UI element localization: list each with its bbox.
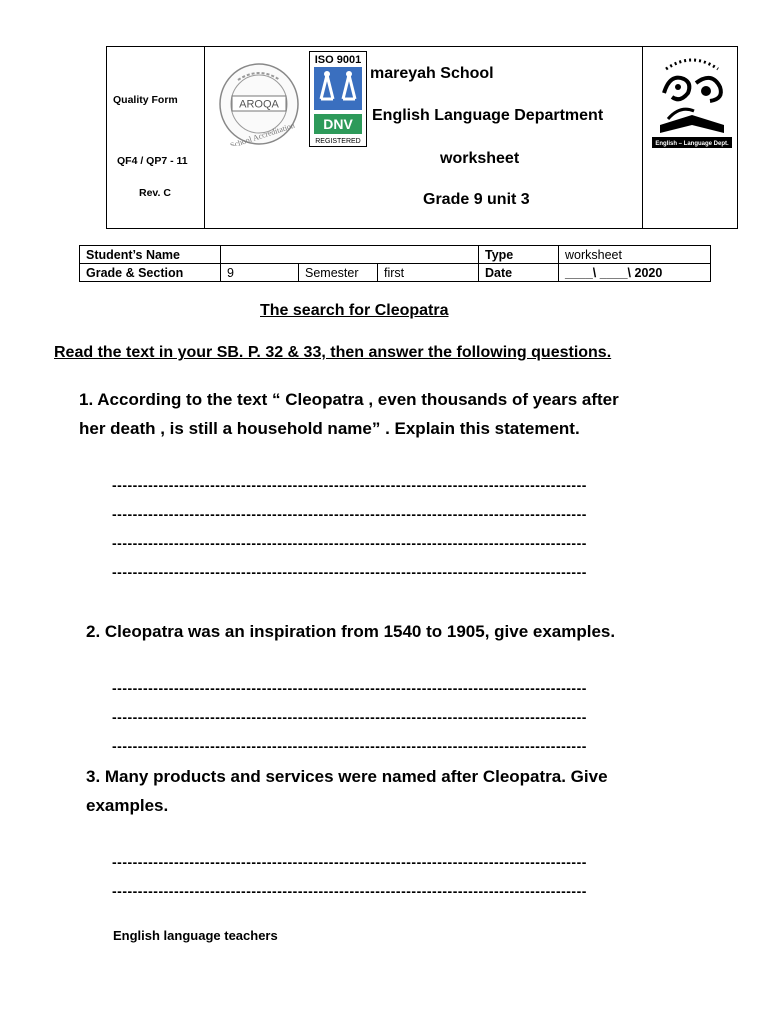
english-dept-logo-icon (650, 53, 734, 149)
answer-line[interactable]: -------------------------------------------------------------------------------------------- (112, 738, 587, 754)
grade-unit: Grade 9 unit 3 (423, 191, 530, 208)
question-1-line-2: her death , is still a household name” . Explain this statement. (79, 419, 580, 438)
iso-dnv-badge-icon (309, 51, 367, 147)
date-label: Date (479, 264, 559, 282)
iso-badge-text: ISO 9001 (314, 54, 362, 66)
aroqa-seal-icon (218, 62, 300, 146)
answer-area-2[interactable] (112, 674, 672, 761)
question-1 (79, 385, 619, 443)
answer-line[interactable]: -------------------------------------------------------------------------------------------- (112, 506, 587, 522)
question-3-line-2: examples. (86, 796, 169, 815)
question-3-line-1: 3. Many products and services were named after Cleopatra. Give (86, 767, 608, 786)
table-row (80, 264, 711, 282)
student-name-label: Student’s Name (80, 246, 221, 264)
quality-form-label: Quality Form (113, 94, 178, 106)
aroqa-text: AROQA (239, 98, 279, 111)
school-name: mareyah School (370, 65, 494, 82)
grade-value: 9 (221, 264, 299, 282)
answer-line[interactable]: -------------------------------------------------------------------------------------------- (112, 883, 587, 899)
worksheet-title: The search for Cleopatra (260, 302, 449, 319)
answer-line[interactable]: -------------------------------------------------------------------------------------------- (112, 709, 587, 725)
header-divider-right (642, 47, 643, 228)
dept-logo-caption: English – Language Dept. (655, 141, 729, 147)
semester-value: first (378, 264, 479, 282)
question-3 (86, 762, 608, 820)
instruction: Read the text in your SB. P. 32 & 33, then answer the following questions. (54, 344, 612, 361)
header-divider-left (204, 47, 205, 228)
department-name: English Language Department (372, 107, 604, 124)
registered-badge-text: REGISTERED (315, 138, 361, 145)
answer-line[interactable]: -------------------------------------------------------------------------------------------- (112, 564, 587, 580)
table-row (80, 246, 711, 264)
date-value[interactable]: ____\ ____\ 2020 (559, 264, 711, 282)
revision: Rev. C (139, 187, 171, 199)
answer-line[interactable]: -------------------------------------------------------------------------------------------- (112, 535, 587, 551)
student-info-table (79, 245, 711, 282)
question-2 (86, 617, 615, 646)
student-name-field[interactable] (221, 246, 479, 264)
answer-line[interactable]: -------------------------------------------------------------------------------------------- (112, 477, 587, 493)
grade-section-label: Grade & Section (80, 264, 221, 282)
answer-area-1[interactable] (112, 471, 672, 587)
semester-label: Semester (299, 264, 378, 282)
answer-area-3[interactable] (112, 848, 672, 906)
question-1-line-1: 1. According to the text “ Cleopatra , even thousands of years after (79, 390, 619, 409)
answer-line[interactable]: -------------------------------------------------------------------------------------------- (112, 854, 587, 870)
answer-line[interactable]: -------------------------------------------------------------------------------------------- (112, 680, 587, 696)
aroqa-ring-text: School Accreditation (229, 120, 296, 146)
type-label: Type (479, 246, 559, 264)
question-2-line-1: 2. Cleopatra was an inspiration from 1540 to 1905, give examples. (86, 622, 616, 641)
document-type: worksheet (440, 150, 520, 167)
dnv-badge-text: DNV (323, 116, 353, 132)
footer-teachers: English language teachers (113, 928, 278, 943)
form-code: QF4 / QP7 - 11 (117, 155, 188, 167)
type-value: worksheet (559, 246, 711, 264)
